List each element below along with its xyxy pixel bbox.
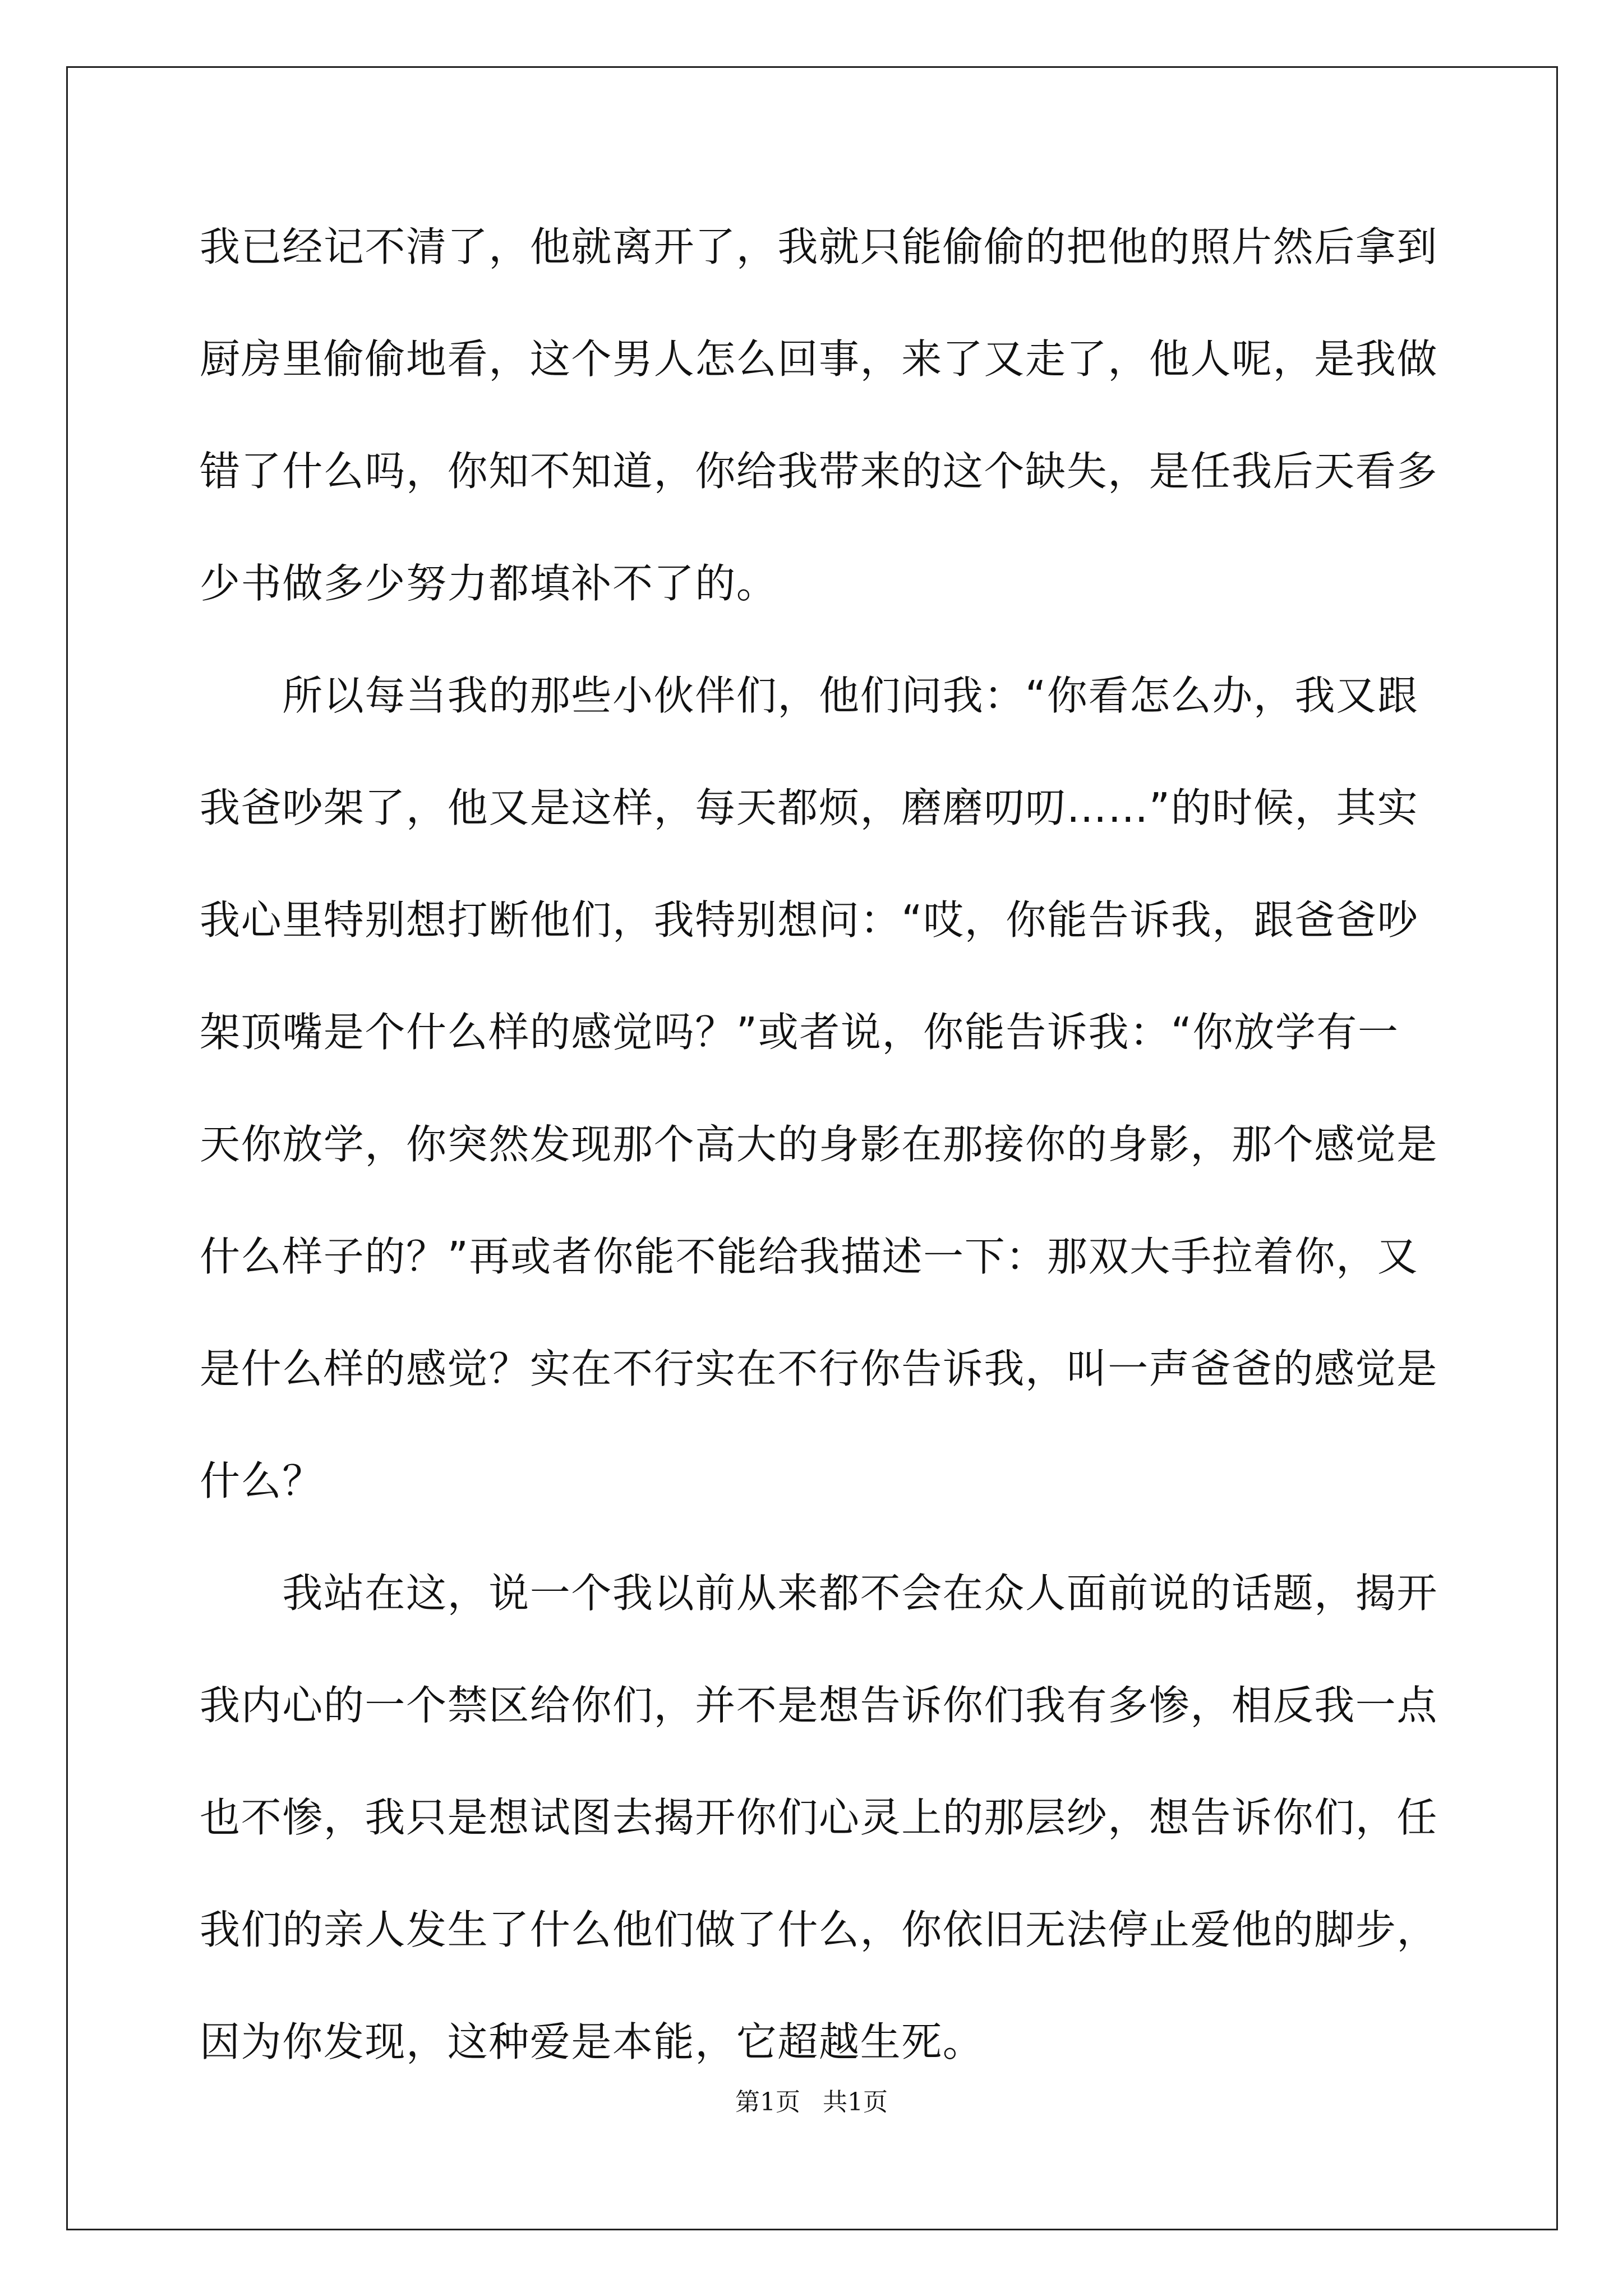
text-line-10: 什么样子的？”再或者你能不能给我描述一下：那双大手拉着你，又: [200, 1233, 1419, 1280]
text-line-6: 我爸吵架了，他又是这样，每天都烦，磨磨叨叨……”的时候，其实: [200, 784, 1419, 831]
text-line-12: 什么？: [200, 1457, 324, 1504]
text-line-4: 少书做多少努力都填补不了的。: [200, 560, 778, 607]
text-line-16: 我们的亲人发生了什么他们做了什么，你依旧无法停止爱他的脚步，: [200, 1906, 1438, 1953]
text-line-11: 是什么样的感觉？实在不行实在不行你告诉我，叫一声爸爸的感觉是: [200, 1345, 1438, 1392]
text-line-15: 也不惨，我只是想试图去揭开你们心灵上的那层纱，想告诉你们，任: [200, 1794, 1438, 1841]
page-total: 共1页: [823, 2088, 888, 2116]
text-line-1: 我已经记不清了，他就离开了，我就只能偷偷的把他的照片然后拿到: [200, 223, 1438, 270]
text-line-2: 厨房里偷偷地看，这个男人怎么回事，来了又走了，他人呢，是我做: [200, 335, 1438, 383]
page-number: 第1页: [735, 2088, 800, 2116]
text-line-7: 我心里特别想打断他们，我特别想问：“哎，你能告诉我，跟爸爸吵: [200, 896, 1419, 944]
text-line-5: 所以每当我的那些小伙伴们，他们问我：“你看怎么办，我又跟: [200, 672, 1419, 719]
text-line-3: 错了什么吗，你知不知道，你给我带来的这个缺失，是任我后天看多: [200, 448, 1438, 495]
text-line-13: 我站在这，说一个我以前从来都不会在众人面前说的话题，揭开: [200, 1570, 1438, 1617]
text-line-14: 我内心的一个禁区给你们，并不是想告诉你们我有多惨，相反我一点: [200, 1682, 1438, 1729]
text-line-8: 架顶嘴是个什么样的感觉吗？”或者说，你能告诉我：“你放学有一: [200, 1009, 1399, 1056]
page-footer: [0, 2086, 1623, 2119]
text-line-17: 因为你发现，这种爱是本能，它超越生死。: [200, 2018, 984, 2065]
text-line-9: 天你放学，你突然发现那个高大的身影在那接你的身影，那个感觉是: [200, 1121, 1438, 1168]
